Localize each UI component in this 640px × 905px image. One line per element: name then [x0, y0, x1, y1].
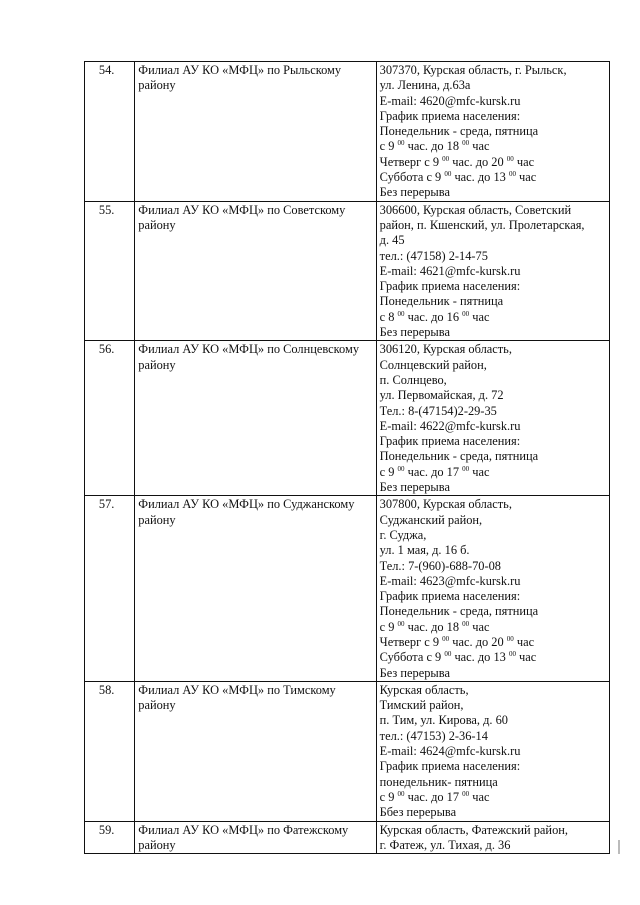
- contact-line: [380, 775, 606, 790]
- contact-line: [380, 604, 606, 619]
- contact-line: [380, 698, 606, 713]
- time-minutes-superscript: 00: [397, 309, 405, 318]
- table-row: [85, 341, 610, 496]
- contact-text: час. до 20: [449, 154, 507, 169]
- table-row: [85, 201, 610, 341]
- time-minutes-superscript: 00: [397, 789, 405, 798]
- contact-line: [380, 497, 606, 512]
- contact-text: E-mail: 4624@mfc-kursk.ru: [379, 744, 521, 759]
- time-minutes-superscript: 00: [508, 650, 516, 659]
- contact-text: час: [469, 619, 490, 634]
- contact-text: с 9: [379, 464, 398, 479]
- time-minutes-superscript: 00: [397, 139, 405, 148]
- contact-text: Суббота с 9: [379, 170, 445, 185]
- time-minutes-superscript: 00: [462, 619, 470, 628]
- contact-text: час. до 16: [404, 309, 463, 324]
- contact-text: час: [513, 154, 535, 169]
- contact-text: тел.: (47158) 2-14-75: [379, 248, 488, 263]
- contact-text: ул. 1 мая, д. 16 б.: [379, 543, 470, 558]
- branches-table: [84, 61, 610, 854]
- contact-text: час. до 13: [451, 650, 509, 665]
- time-minutes-superscript: 00: [462, 139, 470, 148]
- contact-text: Без перерыва: [379, 480, 450, 495]
- contact-text: E-mail: 4623@mfc-kursk.ru: [379, 573, 521, 588]
- contact-line: [380, 264, 606, 279]
- contact-line: [380, 358, 606, 373]
- contact-text: час: [515, 170, 537, 185]
- contact-text: Курская область, Фатежский район,: [379, 822, 568, 837]
- table-row: [85, 681, 610, 821]
- contact-text: ул. Ленина, д.63а: [379, 78, 471, 93]
- contact-line: [380, 650, 606, 665]
- time-minutes-superscript: 00: [462, 309, 470, 318]
- contact-text: Понедельник - среда, пятница: [379, 124, 539, 139]
- contact-text: E-mail: 4622@mfc-kursk.ru: [379, 418, 521, 433]
- contact-line: [380, 465, 606, 480]
- table-row: [85, 496, 610, 682]
- contact-text: Тел.: 8-(47154)2-29-35: [379, 403, 497, 418]
- row-number: 57.: [85, 496, 135, 682]
- branch-contact-info: [376, 341, 609, 496]
- contact-text: г. Суджа,: [379, 527, 427, 542]
- time-minutes-superscript: 00: [508, 170, 516, 179]
- contact-text: Четверг с 9: [379, 154, 443, 169]
- contact-line: [380, 388, 606, 403]
- branch-contact-info: [376, 201, 609, 341]
- row-number: 55.: [85, 201, 135, 341]
- contact-text: час. до 18: [404, 139, 463, 154]
- contact-line: [380, 434, 606, 449]
- contact-line: [380, 203, 606, 218]
- contact-text: понедельник- пятница: [379, 774, 498, 789]
- branch-name: Филиал АУ КО «МФЦ» по Рыльскому району: [135, 62, 376, 202]
- contact-text: Суджанский район,: [379, 512, 483, 527]
- contact-text: час: [469, 309, 490, 324]
- time-minutes-superscript: 00: [506, 634, 514, 643]
- contact-text: График приема населения:: [379, 279, 521, 294]
- row-number: 59.: [85, 821, 135, 854]
- contact-text: с 9: [379, 789, 398, 804]
- contact-text: 306120, Курская область,: [379, 342, 512, 357]
- contact-line: [380, 744, 606, 759]
- time-minutes-superscript: 00: [506, 154, 514, 163]
- contact-line: [380, 419, 606, 434]
- contact-line: [380, 543, 606, 558]
- time-minutes-superscript: 00: [444, 170, 452, 179]
- row-number: 56.: [85, 341, 135, 496]
- contact-line: [380, 94, 606, 109]
- contact-text: час: [469, 464, 490, 479]
- table-row: [85, 62, 610, 202]
- branch-name: Филиал АУ КО «МФЦ» по Тимскому району: [135, 681, 376, 821]
- contact-line: [380, 310, 606, 325]
- contact-text: График приема населения:: [379, 434, 521, 449]
- branch-contact-info: [376, 681, 609, 821]
- contact-line: [380, 233, 606, 248]
- branch-contact-info: [376, 821, 609, 854]
- contact-text: час. до 17: [404, 789, 463, 804]
- contact-text: час: [515, 650, 537, 665]
- contact-text: час. до 17: [404, 464, 463, 479]
- branch-name: Филиал АУ КО «МФЦ» по Суджанскому району: [135, 496, 376, 682]
- contact-text: час: [513, 634, 535, 649]
- contact-line: [380, 78, 606, 93]
- contact-line: [380, 342, 606, 357]
- contact-text: Понедельник - пятница: [379, 294, 504, 309]
- branch-contact-info: [376, 496, 609, 682]
- contact-line: [380, 109, 606, 124]
- contact-text: час. до 18: [404, 619, 463, 634]
- contact-line: [380, 155, 606, 170]
- branch-contact-info: [376, 62, 609, 202]
- contact-line: [380, 635, 606, 650]
- contact-text: Тел.: 7-(960)-688-70-08: [379, 558, 501, 573]
- contact-text: Ббез перерыва: [379, 805, 457, 820]
- contact-line: [380, 620, 606, 635]
- contact-line: [380, 574, 606, 589]
- contact-text: Солнцевский район,: [379, 357, 487, 372]
- contact-text: График приема населения:: [379, 108, 521, 123]
- time-minutes-superscript: 00: [397, 464, 405, 473]
- contact-line: [380, 279, 606, 294]
- contact-line: [380, 325, 606, 340]
- contact-text: Суббота с 9: [379, 650, 445, 665]
- contact-text: п. Тим, ул. Кирова, д. 60: [379, 713, 508, 728]
- contact-line: [380, 124, 606, 139]
- branches-table-body: [85, 62, 610, 854]
- contact-text: с 9: [379, 139, 398, 154]
- contact-line: [380, 449, 606, 464]
- contact-line: [380, 838, 606, 853]
- contact-text: График приема населения:: [379, 759, 521, 774]
- contact-text: час. до 13: [451, 170, 509, 185]
- time-minutes-superscript: 00: [397, 619, 405, 628]
- contact-line: [380, 249, 606, 264]
- contact-text: ул. Первомайская, д. 72: [379, 388, 504, 403]
- contact-text: час: [469, 139, 490, 154]
- contact-text: 307370, Курская область, г. Рыльск,: [379, 63, 567, 77]
- contact-line: [380, 823, 606, 838]
- contact-text: Без перерыва: [379, 665, 450, 680]
- contact-text: 307800, Курская область,: [379, 497, 512, 512]
- contact-line: [380, 480, 606, 495]
- contact-text: г. Фатеж, ул. Тихая, д. 36: [379, 837, 511, 852]
- contact-line: [380, 759, 606, 774]
- contact-text: час: [469, 789, 490, 804]
- contact-text: час. до 20: [449, 634, 507, 649]
- contact-text: д. 45: [379, 233, 405, 248]
- contact-text: График приема населения:: [379, 589, 521, 604]
- contact-text: Понедельник - среда, пятница: [379, 604, 539, 619]
- scan-mark: [618, 840, 620, 854]
- branch-name: Филиал АУ КО «МФЦ» по Советскому району: [135, 201, 376, 341]
- contact-line: [380, 589, 606, 604]
- contact-line: [380, 139, 606, 154]
- contact-line: [380, 63, 606, 78]
- time-minutes-superscript: 00: [442, 154, 450, 163]
- contact-line: [380, 294, 606, 309]
- contact-text: Без перерыва: [379, 185, 450, 200]
- contact-line: [380, 666, 606, 681]
- contact-line: [380, 805, 606, 820]
- contact-text: Четверг с 9: [379, 634, 443, 649]
- contact-line: [380, 790, 606, 805]
- contact-line: [380, 185, 606, 200]
- time-minutes-superscript: 00: [462, 464, 470, 473]
- contact-line: [380, 683, 606, 698]
- contact-line: [380, 713, 606, 728]
- contact-text: район, п. Кшенский, ул. Пролетарская,: [379, 217, 585, 232]
- time-minutes-superscript: 00: [462, 789, 470, 798]
- contact-text: тел.: (47153) 2-36-14: [379, 728, 488, 743]
- contact-line: [380, 404, 606, 419]
- contact-line: [380, 729, 606, 744]
- contact-text: 306600, Курская область, Советский: [379, 202, 572, 217]
- branch-name: Филиал АУ КО «МФЦ» по Фатежскому району: [135, 821, 376, 854]
- row-number: 54.: [85, 62, 135, 202]
- contact-line: [380, 373, 606, 388]
- table-row: [85, 821, 610, 854]
- contact-line: [380, 170, 606, 185]
- row-number: 58.: [85, 681, 135, 821]
- time-minutes-superscript: 00: [444, 650, 452, 659]
- contact-text: Курская область,: [379, 682, 469, 697]
- branch-name: Филиал АУ КО «МФЦ» по Солнцевскому району: [135, 341, 376, 496]
- contact-line: [380, 218, 606, 233]
- contact-text: E-mail: 4620@mfc-kursk.ru: [379, 93, 521, 108]
- contact-text: Тимский район,: [379, 698, 464, 713]
- contact-text: с 8: [379, 309, 398, 324]
- contact-line: [380, 559, 606, 574]
- contact-text: с 9: [379, 619, 398, 634]
- contact-line: [380, 513, 606, 528]
- time-minutes-superscript: 00: [442, 634, 450, 643]
- contact-text: E-mail: 4621@mfc-kursk.ru: [379, 263, 521, 278]
- contact-line: [380, 528, 606, 543]
- contact-text: Без перерыва: [379, 325, 450, 340]
- contact-text: Понедельник - среда, пятница: [379, 449, 539, 464]
- contact-text: п. Солнцево,: [379, 372, 447, 387]
